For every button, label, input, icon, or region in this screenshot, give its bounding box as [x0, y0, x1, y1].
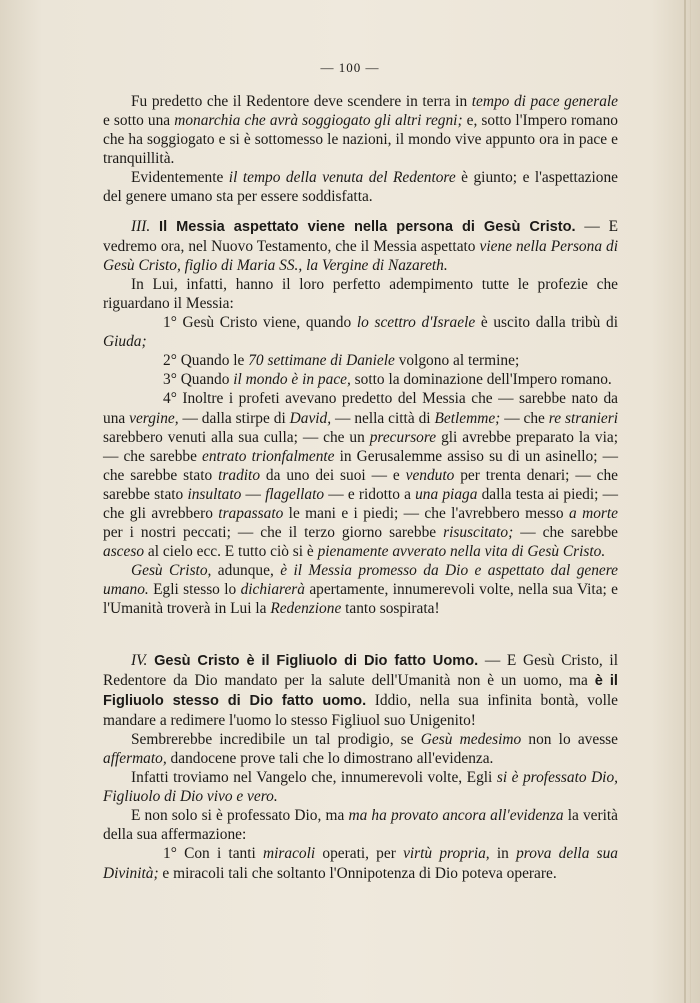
- page-number: — 100 —: [320, 60, 380, 75]
- section-iii: III. Il Messia aspettato viene nella persona di Gesù Cristo. — E vedremo ora, nel Nuovo Testamento, che il Messia aspettato viene nella Persona di Gesù Cristo, figlio di Maria SS., la Vergine di Nazareth.: [103, 217, 618, 274]
- section-number: III.: [131, 217, 151, 235]
- list-item-miracles: 1° Con i tanti miracoli operati, per virtù propria, in prova della sua Divinità; e miracoli tali che soltanto l'Onnipotenza di Dio poteva operare.: [103, 845, 619, 882]
- paragraph-incredible: Sembrerebbe incredibile un tal prodigio, se Gesù medesimo non lo avesse affermato, dandocene prove tali che lo dimostrano all'evidenza.: [103, 730, 619, 767]
- list-item-4: 4° Inoltre i profeti avevano predetto del Messia che — sarebbe nato da una vergine, — dalla stirpe di David, — nella città di Betlemme; — che re stranieri sarebbero venuti alla sua culla; — che un precursore gli avrebbe preparato la via; — che sarebbe entrato trionfalmente in Gerusalemme assiso su di un asinello; — che sarebbe stato tradito da uno dei suoi — e venduto per trenta denari; — che sarebbe stato insultato — flagellato — e ridotto a una piaga dalla testa ai piedi; — che gli avrebbero trapassato le mani e i piedi; — che l'avrebbero messo a morte per i nostri peccati; — che il terzo giorno sarebbe risuscitato; — che sarebbe asceso al cielo ecc. E tutto ciò si è pienamente avverato nella vita di Gesù Cristo.: [103, 390, 619, 561]
- page-crease-shadow: [690, 0, 691, 1003]
- list-item-1: 1° Gesù Cristo viene, quando lo scettro d'Israele è uscito dalla tribù di Giuda;: [103, 314, 618, 351]
- body-text: [103, 92, 618, 883]
- section-title: Il Messia aspettato viene nella persona di Gesù Cristo.: [159, 218, 576, 235]
- paragraph-time-come: Evidentemente il tempo della venuta del Redentore è giunto; e l'aspettazione del genere umano sta per essere soddisfatta.: [103, 169, 618, 206]
- paragraph-fulfillment: In Lui, infatti, hanno il loro perfetto adempimento tutte le profezie che riguardano il Messia:: [103, 275, 618, 312]
- section-title: Gesù Cristo è il Figliuolo di Dio fatto Uomo.: [154, 652, 479, 669]
- page-crease: [684, 0, 686, 1003]
- section-iv: IV. Gesù Cristo è il Figliuolo di Dio fatto Uomo. — E Gesù Cristo, il Redentore da Dio mandato per la salute dell'Umanità non è un uomo, ma è il Figliuolo stesso di Dio fatto uomo. Iddio, nella sua infinita bontà, volle mandare a redimere l'uomo lo stesso Figliuol suo Unigenito!: [103, 651, 618, 729]
- paragraph-proved: E non solo si è professato Dio, ma ma ha provato ancora all'evidenza la verità della sua affermazione:: [103, 807, 619, 844]
- paragraph-messiah-promised: Gesù Cristo, adunque, è il Messia promesso da Dio e aspettato dal genere umano. Egli stesso lo dichiarerà apertamente, innumerevoli volte, nella sua Vita; e l'Umanità troverà in Lui la Redenzione tanto sospirata!: [103, 562, 619, 618]
- list-item-3: 3° Quando il mondo è in pace, sotto la dominazione dell'Impero romano.: [163, 371, 612, 389]
- paragraph-gospel: Infatti troviamo nel Vangelo che, innumerevoli volte, Egli si è professato Dio, Figliuolo di Dio vivo e vero.: [103, 769, 618, 806]
- list-item-2: 2° Quando le 70 settimane di Daniele volgono al termine;: [163, 352, 520, 370]
- section-number: IV.: [131, 651, 148, 669]
- paragraph-prophecy-peace: Fu predetto che il Redentore deve scendere in terra in tempo di pace generale e sotto una monarchia che avrà soggiogato gli altri regni; e, sotto l'Impero romano che ha soggiogato e si è sottomesso le nazioni, il mondo vive appunto ora in pace e tranquillità.: [103, 93, 618, 168]
